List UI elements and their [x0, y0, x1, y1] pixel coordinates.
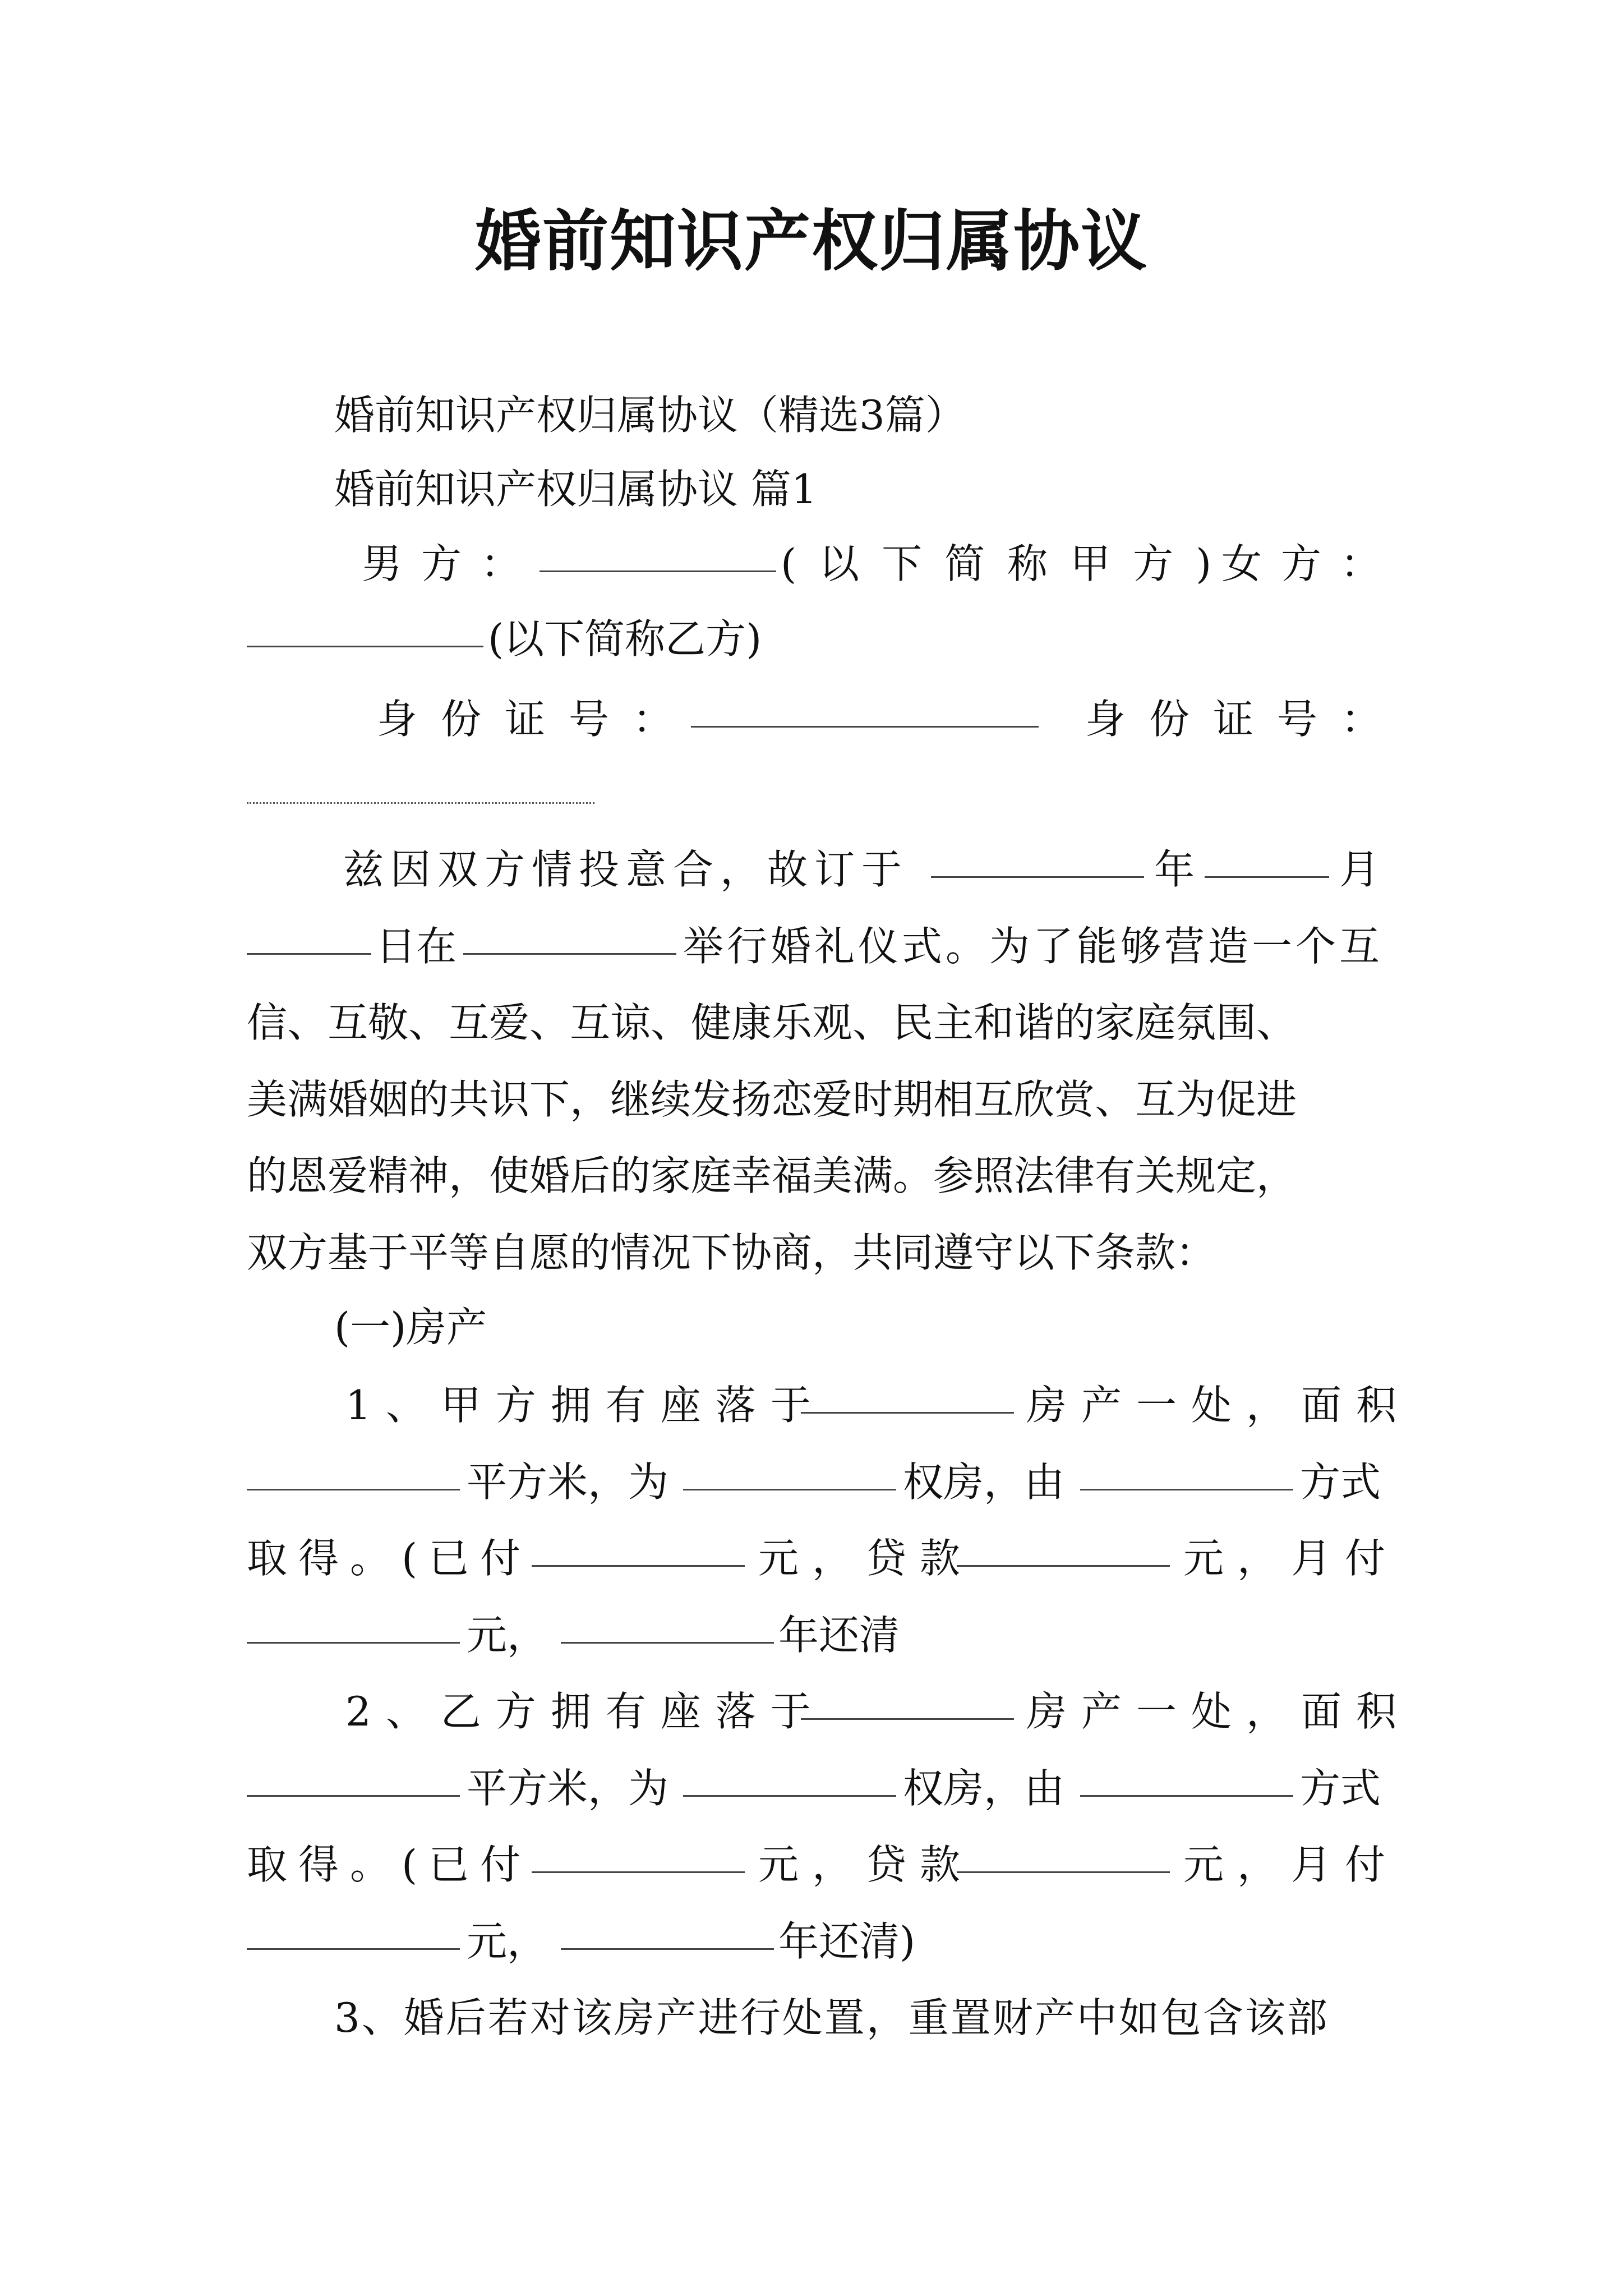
item2-method-blank[interactable]: [1080, 1760, 1293, 1797]
item2-loan-blank[interactable]: [957, 1837, 1170, 1873]
male-label: 男方：: [362, 540, 541, 587]
male-id-blank[interactable]: [691, 691, 1039, 728]
section-1-heading: (一)房产: [334, 1304, 487, 1351]
item1-monthly-text: 元，月付: [1183, 1535, 1399, 1582]
item2-line1-end: 房产一处，面积: [1026, 1688, 1412, 1735]
p1-line4: 美满婚姻的共识下，继续发扬恋爱时期相互欣赏、互为促进: [247, 1076, 1297, 1123]
p1-year: 年: [1154, 846, 1195, 893]
item2-monthly-text: 元，月付: [1183, 1841, 1399, 1888]
female-label: 女方：: [1221, 540, 1400, 587]
item2-area-text: 平方米，为: [467, 1765, 669, 1812]
item2-line1-text: 2、乙方拥有座落于: [345, 1688, 826, 1735]
p1-line3: 信、互敬、互爱、互谅、健康乐观、民主和谐的家庭氛围、: [247, 999, 1297, 1046]
item1-loan-blank[interactable]: [957, 1530, 1170, 1567]
p1-day: 日在: [376, 923, 457, 970]
p1-line1-text: 兹因双方情投意合，故订于: [343, 846, 909, 893]
item2-monthly-blank[interactable]: [247, 1913, 460, 1950]
item1-location-blank[interactable]: [801, 1377, 1014, 1414]
item1-years-blank[interactable]: [561, 1607, 774, 1644]
item1-paid-text: 取得。(已付: [247, 1535, 532, 1582]
p1-line2-text: 举行婚礼仪式。为了能够营造一个互: [683, 923, 1384, 970]
p1-year-blank[interactable]: [931, 841, 1144, 878]
item1-monthly-blank[interactable]: [247, 1607, 460, 1644]
item1-paid-blank[interactable]: [532, 1530, 745, 1567]
item2-years-blank[interactable]: [561, 1913, 774, 1950]
item1-loan-text: 元，贷款: [758, 1535, 974, 1582]
item2-paid-blank[interactable]: [532, 1837, 745, 1873]
p1-line5: 的恩爱精神，使婚后的家庭幸福美满。参照法律有关规定，: [247, 1152, 1297, 1199]
intro-line: 婚前知识产权归属协议（精选3篇）: [334, 392, 966, 439]
item2-years-text: 年还清): [778, 1918, 916, 1965]
item2-loan-text: 元，贷款: [758, 1841, 974, 1888]
item1-right-blank[interactable]: [683, 1454, 896, 1490]
item2-right-text: 权房，由: [903, 1765, 1065, 1812]
female-name-blank[interactable]: [247, 611, 483, 647]
item1-area-blank[interactable]: [247, 1454, 460, 1490]
p1-month-blank[interactable]: [1205, 841, 1329, 878]
male-name-blank[interactable]: [540, 536, 776, 572]
item3-line1: 3、婚后若对该房产进行处置，重置财产中如包含该部: [334, 1994, 1329, 2041]
female-note: (以下简称乙方): [488, 615, 762, 662]
p1-day-blank[interactable]: [247, 918, 371, 955]
female-id-blank[interactable]: [247, 767, 594, 804]
item1-right-text: 权房，由: [903, 1458, 1065, 1506]
document-title: 婚前知识产权归属协议: [474, 202, 1148, 280]
item1-method-blank[interactable]: [1080, 1454, 1293, 1490]
p1-place-blank[interactable]: [463, 918, 676, 955]
item1-method-text: 方式: [1300, 1458, 1381, 1506]
item2-method-text: 方式: [1300, 1765, 1381, 1812]
p1-line6: 双方基于平等自愿的情况下协商，共同遵守以下条款：: [247, 1229, 1216, 1276]
item1-years-text: 年还清: [778, 1612, 900, 1659]
item2-right-blank[interactable]: [683, 1760, 896, 1797]
female-id-label: 身份证号：: [1085, 696, 1405, 743]
item1-area-text: 平方米，为: [467, 1458, 669, 1506]
part-title: 婚前知识产权归属协议 篇1: [334, 466, 817, 513]
item1-line1-text: 1、甲方拥有座落于: [345, 1382, 826, 1429]
item2-area-blank[interactable]: [247, 1760, 460, 1797]
item1-yuan-text: 元，: [467, 1612, 548, 1659]
item1-line1-end: 房产一处，面积: [1026, 1382, 1412, 1429]
male-id-label: 身份证号：: [377, 696, 697, 743]
item2-location-blank[interactable]: [801, 1683, 1014, 1720]
item2-yuan-text: 元，: [467, 1918, 548, 1965]
male-note: (以下简称甲方): [781, 540, 1234, 587]
item2-paid-text: 取得。(已付: [247, 1841, 532, 1888]
p1-month: 月: [1339, 846, 1380, 893]
